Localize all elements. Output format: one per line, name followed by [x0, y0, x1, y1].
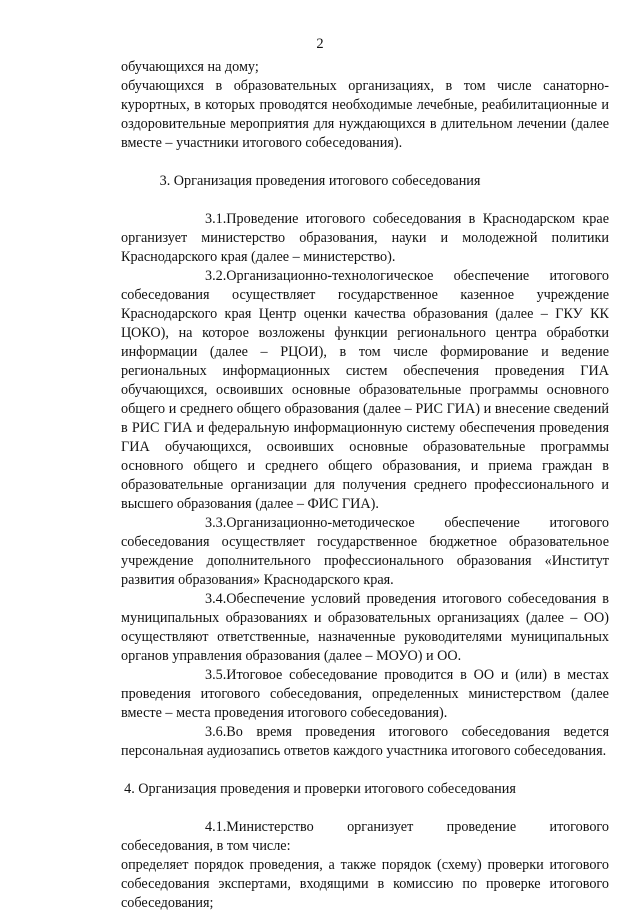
clause-3-3	[121, 514, 609, 590]
clause-3-2	[121, 267, 609, 514]
clause-number: 3.2.	[205, 268, 227, 284]
document-body	[121, 58, 609, 913]
clause-text: Проведение итогового собеседования в Краснодарском крае организует министерство образования, науки и молодежной политики Краснодарского края (далее – министерство).	[121, 211, 609, 265]
paragraph-home-students: обучающихся на дому;	[121, 59, 259, 75]
clause-text: Министерство организует проведение итогового собеседования, в том числе:	[121, 819, 609, 854]
clause-number: 3.3.	[205, 515, 227, 531]
clause-text: Организационно-технологическое обеспечение итогового собеседования осуществляет государственное казенное учреждение Краснодарского края Центр оценки качества образования (далее – ГКУ КК ЦОКО), на которое возложены функции регионального центра обработки информации (далее – РЦОИ), в том числе формирование и ведение региональных информационных систем обеспечения проведения ГИА обучающихся, освоивших основные образовательные программы основного общего и среднего общего образования (далее – РИС ГИА) и внесение сведений в РИС ГИА и федеральную информационную систему обеспечения проведения ГИА обучающихся, освоивших основные образовательные программы основного общего и среднего общего образования, и приема граждан в образовательные организации для получения среднего профессионального и высшего образования (далее – ФИС ГИА).	[121, 268, 609, 512]
clause-4-1-sub: определяет порядок проведения, а также порядок (схему) проверки итогового собеседования экспертами, входящими в комиссию по проверке итогового собеседования;	[121, 857, 609, 911]
clause-number: 3.5.	[205, 667, 227, 683]
clause-3-4	[121, 590, 609, 666]
clause-3-5	[121, 666, 609, 723]
clause-3-6	[121, 723, 609, 761]
page-number: 2	[316, 36, 324, 52]
section-4-heading: 4. Организация проведения и проверки итогового собеседования	[124, 781, 516, 797]
clause-number: 4.1.	[205, 819, 227, 835]
clause-number: 3.4.	[205, 591, 227, 607]
clause-3-1	[121, 210, 609, 267]
clause-text: Организационно-методическое обеспечение итогового собеседования осуществляет государственное бюджетное образовательное учреждение дополнительного профессионального образования «Институт развития образования» Краснодарского края.	[121, 515, 609, 588]
section-3-heading: 3. Организация проведения итогового собеседования	[159, 173, 481, 189]
clause-text: Итоговое собеседование проводится в ОО и (или) в местах проведения итогового собеседования, определенных министерством (далее вместе – места проведения итогового собеседования).	[121, 667, 609, 721]
clause-number: 3.1.	[205, 211, 227, 227]
clause-4-1	[121, 818, 609, 856]
clause-text: Во время проведения итогового собеседования ведется персональная аудиозапись ответов каждого участника итогового собеседования.	[121, 724, 609, 759]
clause-text: Обеспечение условий проведения итогового собеседования в муниципальных образованиях и образовательных организациях (далее – ОО) осуществляют ответственные, назначенные руководителями муниципальных органов управления образования (далее – МОУО) и ОО.	[121, 591, 609, 664]
clause-number: 3.6.	[205, 724, 227, 740]
paragraph-sanatorium-students: обучающихся в образовательных организациях, в том числе санаторно-курортных, в которых проводятся необходимые лечебные, реабилитационные и оздоровительные мероприятия для нуждающихся в длительном лечении (далее вместе – участники итогового собеседования).	[121, 78, 609, 151]
